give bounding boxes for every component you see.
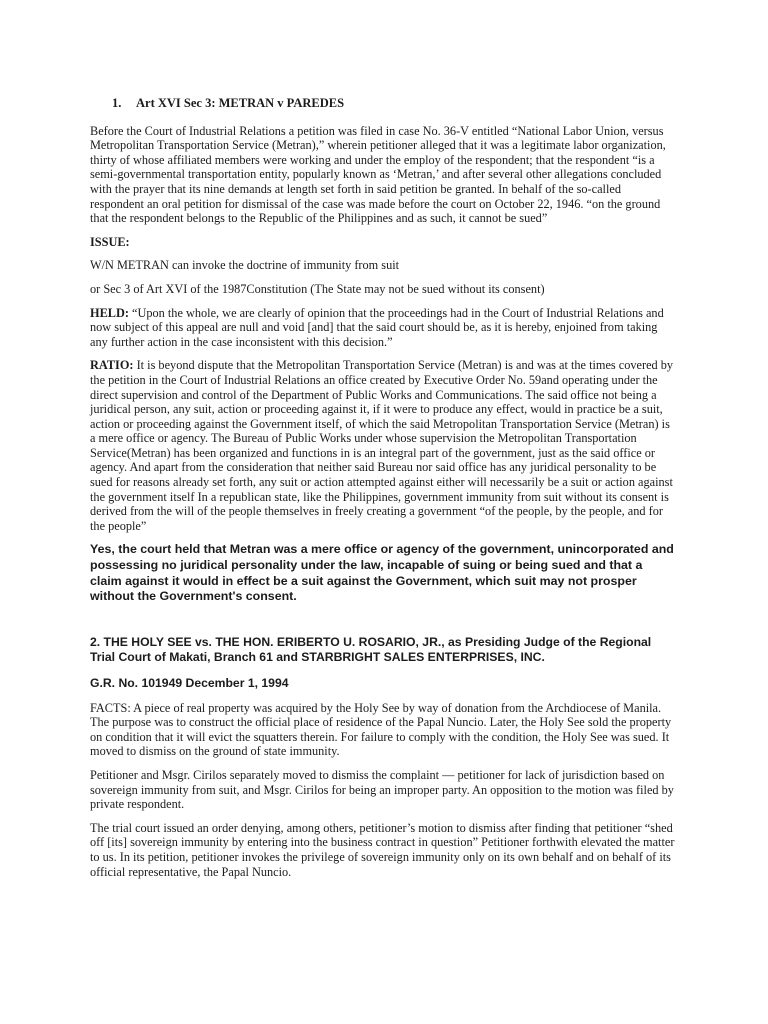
section1-heading [112,96,676,111]
issue-label: ISSUE: [90,234,130,249]
section1-title: Art XVI Sec 3: METRAN v PAREDES [136,96,345,110]
issue-line-2: or Sec 3 of Art XVI of the 1987Constitution (The State may not be sued without its consent) [90,281,545,296]
held-label: HELD: [90,305,129,320]
section1-conclusion: Yes, the court held that Metran was a mere office or agency of the government, unincorporated and possessing no juridical personality under the law, incapable of suing or being sued and that a claim against it would in effect be a suit against the Government, which suit may not prosper without the Government's consent. [90,542,674,604]
ratio-paragraph [90,358,676,533]
section1-number: 1. [112,96,122,110]
section2-title: 2. THE HOLY SEE vs. THE HON. ERIBERTO U. ROSARIO, JR., as Presiding Judge of the Regional Trial Court of Makati, Branch 61 and STARBRIGHT SALES ENTERPRISES, INC. [90,634,652,665]
held-text: “Upon the whole, we are clearly of opinion that the proceedings had in the Court of Industrial Relations and now subject of this appeal are null and void [and] that the said court should be, as it is hereby, enjoined from taking any further action in the case inconsistent with this decision.” [90,305,664,349]
section1-intro: Before the Court of Industrial Relations a petition was filed in case No. 36-V entitled “National Labor Union, versus Metropolitan Transportation Service (Metran),” wherein petitioner alleged that it was a legitimate labor organization, thirty of whose affiliated members were working and under the employ of the respondent; that the respondent “is a semi-governmental transportation entity, popularly known as ‘Metran,’ and after several other allegations concluded with the prayer that its nine demands at length set forth in said petition be granted. In behalf of the so-called respondent an oral petition for dismissal of the case was made before the court on October 22, 1946. “on the ground that the respondent belongs to the Republic of the Philippines and as such, it cannot be sued” [90,123,666,226]
ratio-label: RATIO: [90,358,134,373]
held-paragraph [90,306,676,350]
document-page [90,96,676,888]
issue-line-1: W/N METRAN can invoke the doctrine of immunity from suit [90,258,400,273]
section2-facts: FACTS: A piece of real property was acquired by the Holy See by way of donation from the Archdiocese of Manila. The purpose was to construct the official place of residence of the Papal Nuncio. Later, the Holy See sold the property on condition that it will evict the squatters therein. For failure to comply with the condition, the Holy See was sued. It moved to dismiss on the ground of state immunity. [90,700,672,759]
section2-gr-number: G.R. No. 101949 December 1, 1994 [90,676,289,690]
section2-paragraph-2: Petitioner and Msgr. Cirilos separately moved to dismiss the complaint — petitioner for lack of jurisdiction based on sovereign immunity from suit, and Msgr. Cirilos for being an improper party. An opposition to the motion was filed by private respondent. [90,767,674,812]
section2-paragraph-3: The trial court issued an order denying, among others, petitioner’s motion to dismiss after finding that petitioner “shed off [its] sovereign immunity by entering into the business contract in question” Petitioner forthwith elevated the matter to us. In its petition, petitioner invokes the privilege of sovereign immunity only on its own behalf and on behalf of its official representative, the Papal Nuncio. [90,820,675,879]
ratio-text: It is beyond dispute that the Metropolitan Transportation Service (Metran) is and was at the times covered by the petition in the Court of Industrial Relations an office created by Executive Order No. 59and operating under the direct supervision and control of the Department of Public Works and Communications. The said office not being a juridical person, any suit, action or proceeding against it, if it were to produce any effect, would in practice be a suit, action or proceeding against the Government itself, of which the said Metropolitan Transportation Service (Metran) is a mere office or agency. The Bureau of Public Works under whose supervision the Metropolitan Transportation Service(Metran) has been organized and functions in is an integral part of the government, just as the said office or agency. And apart from the consideration that neither said Bureau nor said office has any juridical personality to be sued for reasons already set forth, any suit or action attempted against either will necessarily be a suit or action against the government itself In a republican state, like the Philippines, government immunity from suit without its consent is derived from the will of the people themselves in freely creating a government “of the people, by the people, and for the people” [90,358,674,533]
